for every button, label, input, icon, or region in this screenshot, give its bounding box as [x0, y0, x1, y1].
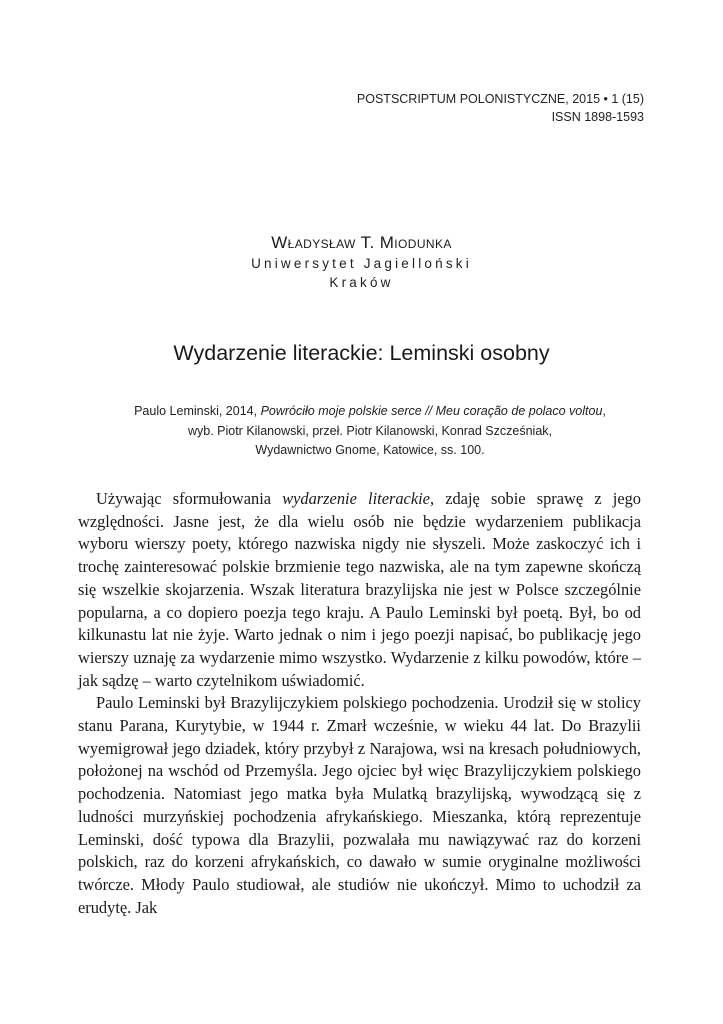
article-body: [78, 488, 641, 919]
paragraph-1-rest: , zdaję sobie sprawę z jego względności. Jasne jest, że dla wielu osób nie będzie wydarzeniem publikacja wyboru wierszy poety, którego nazwiska nigdy nie słyszeli. Może zaskoczyć ich i trochę zainteresować polskie brzmienie tego nazwiska, ale na tym zapewne skończą się wszelkie skojarzenia. Wszak literatura brazylijska nie jest w Polsce szczególnie popularna, a co dopiero poezja tego kraju. A Paulo Leminski był poetą. Był, bo od kilkunastu lat nie żyje. Warto jednak o nim i jego poezji napisać, bo publikację jego wierszy uznaję za wydarzenie mimo wszystko. Wydarzenie z kilku powodów, które – jak sądzę – warto czytelnikom uświadomić.: [78, 489, 641, 690]
bibliographic-note: [90, 402, 650, 461]
author-affiliation: Uniwersytet Jagielloński: [251, 256, 472, 271]
author-block: [0, 232, 723, 292]
biblio-line1-end: ,: [602, 404, 606, 418]
paragraph-1: [78, 488, 641, 692]
paragraph-2: Paulo Leminski był Brazylijczykiem polskiego pochodzenia. Urodził się w stolicy stanu Parana, Kurytybie, w 1944 r. Zmarł wcześnie, w wieku 44 lat. Do Brazylii wyemigrował jego dziadek, który przybył z Narajowa, wsi na kresach południowych, położonej na wschód od Przemyśla. Jego ojciec był więc Brazylijczykiem polskiego pochodzenia. Natomiast jego matka była Mulatką brazylijską, wywodzącą się z ludności murzyńskiej pochodzenia afrykańskiego. Mieszanka, którą reprezentuje Leminski, dość typowa dla Brazylii, pozwalała mu nawiązywać raz do korzeni polskich, raz do korzeni afrykańskich, co dawało w sumie oryginalne możliwości twórcze. Młody Paulo studiował, ale studiów nie ukończył. Mimo to uchodził za erudytę. Jak: [78, 693, 641, 917]
paragraph-1-term: wydarzenie literackie: [282, 489, 430, 508]
article-title: Wydarzenie literackie: Leminski osobny: [173, 341, 550, 365]
author-name: Władysław T. Miodunka: [271, 233, 452, 252]
journal-header: [357, 90, 644, 126]
journal-issn: ISSN 1898-1593: [551, 110, 644, 124]
biblio-book-title: Powróciło moje polskie serce // Meu coração de polaco voltou: [260, 404, 603, 418]
biblio-prefix: Paulo Leminski, 2014,: [134, 404, 261, 418]
biblio-line-1: [90, 402, 650, 422]
biblio-line-2: wyb. Piotr Kilanowski, przeł. Piotr Kilanowski, Konrad Szcześniak,: [187, 423, 553, 438]
journal-title: POSTSCRIPTUM POLONISTYCZNE, 2015 • 1 (15): [356, 92, 644, 106]
biblio-line-3: Wydawnictwo Gnome, Katowice, ss. 100.: [255, 443, 485, 457]
author-city: Kraków: [329, 275, 394, 290]
paragraph-1-start: Używając sformułowania: [96, 489, 283, 508]
